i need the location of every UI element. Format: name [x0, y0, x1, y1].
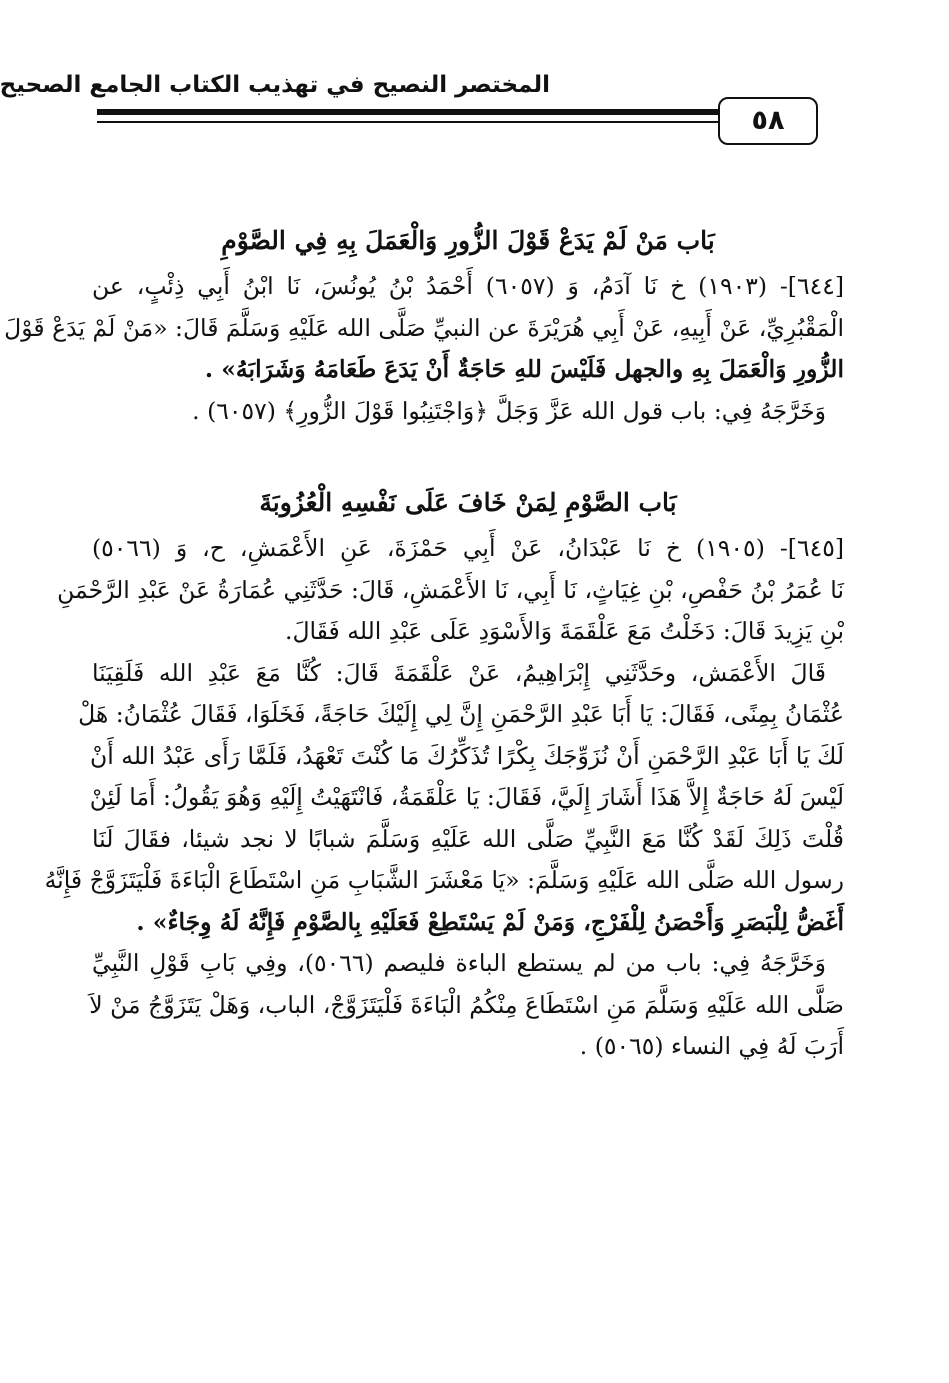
- text-line: وَخَرَّجَهُ فِي: باب من لم يستطع الباءة فليصم (٥٠٦٦)، وفِي بَابِ قَوْلِ النَّبِيِّ: [92, 949, 826, 977]
- running-title: المختصر النصيح في تهذيب الكتاب الجامع الصحيح: [0, 72, 550, 98]
- text-line: لَكَ يَا أَبَا عَبْدِ الرَّحْمَنِ أَنْ نُزَوِّجَكَ بِكْرًا تُذَكِّرُكَ مَا كُنْتَ تَعْهَدُ، فَلَمَّا رَأَى عَبْدُ الله أَنْ: [90, 741, 844, 770]
- text-line: قَالَ الأَعْمَش، وحَدَّثَنِي إِبْرَاهِيمُ، عَنْ عَلْقَمَةَ قَالَ: كُنَّا مَعَ عَبْدِ الله فَلَقِيَنَا: [92, 658, 826, 687]
- text-line: أَغَضُّ لِلْبَصَرِ وَأَحْصَنُ لِلْفَرْجِ، وَمَنْ لَمْ يَسْتَطِعْ فَعَلَيْهِ بِالصَّوْمِ فَإِنَّهُ لَهُ وِجَاءٌ» .: [136, 907, 844, 936]
- text-line: [٦٤٥]- (١٩٠٥) خ نَا عَبْدَانُ، عَنْ أَبِي حَمْزَةَ، عَنِ الأَعْمَشِ، ح، وَ (٥٠٦٦): [92, 534, 844, 562]
- page-number: ٥٨: [718, 97, 818, 145]
- text-line: أَرَبَ لَهُ فِي النساء (٥٠٦٥) .: [579, 1032, 844, 1060]
- page-body: [4, 220, 844, 1068]
- text-line: صَلَّى الله عَلَيْهِ وَسَلَّمَ مَنِ اسْتَطَاعَ مِنْكُمُ الْبَاءَةَ فَلْيَتَزَوَّجْ، الباب، وَهَلْ يَتَزَوَّجُ مَنْ لاَ: [89, 990, 844, 1019]
- text-line: نَا عُمَرُ بْنُ حَفْصِ، بْنِ غِيَاثٍ، نَا أَبِي، نَا الأَعْمَشِ، قَالَ: حَدَّثَنِي عُمَارَةُ عَنْ عَبْدِ الرَّحْمَنِ: [57, 575, 844, 604]
- header-rule-thin: [97, 121, 722, 123]
- text-line: الْمَقْبُرِيِّ، عَنْ أَبِيهِ، عَنْ أَبِي هُرَيْرَةَ عن النبيِّ صَلَّى الله عَلَيْهِ وَسَلَّمَ قَالَ: «مَنْ لَمْ يَدَعْ قَوْلَ: [4, 313, 844, 342]
- text-line: لَيْسَ لَهُ حَاجَةٌ إِلاَّ هَذَا أَشَارَ إِلَيَّ، فَقَالَ: يَا عَلْقَمَةُ، فَانْتَهَيْتُ إِلَيْهِ وَهُوَ يَقُولُ: أَمَا لَئِنْ: [89, 783, 844, 811]
- chapter-heading: بَاب الصَّوْمِ لِمَنْ خَافَ عَلَى نَفْسِهِ الْعُزُوبَةَ: [259, 488, 677, 517]
- header-rule-thick: [97, 109, 722, 115]
- text-line: وَخَرَّجَهُ فِي: باب قول الله عَزَّ وَجَلَّ ﴿وَاجْتَنِبُوا قَوْلَ الزُّورِ﴾ (٦٠٥٧) .: [192, 396, 826, 425]
- text-line: [٦٤٤]- (١٩٠٣) خ نَا آدَمُ، وَ (٦٠٥٧) أَحْمَدُ بْنُ يُونُسَ، نَا ابْنُ أَبِي ذِئْبٍ، عن: [92, 272, 844, 300]
- text-line: عُثْمَانُ بِمِنًى، فَقَالَ: يَا أَبَا عَبْدِ الرَّحْمَنِ إِنَّ لِي إِلَيْكَ حَاجَةً، فَخَلَوَا، فَقَالَ عُثْمَانُ: هَلْ: [78, 700, 844, 728]
- text-line: قُلْتَ ذَلِكَ لَقَدْ كُنَّا مَعَ النَّبِيِّ صَلَّى الله عَلَيْهِ وَسَلَّمَ شبابًا لا نجد شيئا، فقَالَ لَنَا: [92, 824, 844, 853]
- text-line: رسول الله صَلَّى الله عَلَيْهِ وَسَلَّمَ: «يَا مَعْشَرَ الشَّبَابِ مَنِ اسْتَطَاعَ الْبَاءَةَ فَلْيَتَزَوَّجْ فَإِنَّهُ: [44, 866, 844, 894]
- text-line: الزُّورِ وَالْعَمَلَ بِهِ والجهل فَلَيْسَ للهِ حَاجَةٌ أَنْ يَدَعَ طَعَامَهُ وَشَرَابَهُ» .: [204, 355, 844, 383]
- chapter-heading: بَاب مَنْ لَمْ يَدَعْ قَوْلَ الزُّورِ وَالْعَمَلَ بِهِ فِي الصَّوْمِ: [221, 226, 715, 255]
- text-line: بْنِ يَزِيدَ قَالَ: دَخَلْتُ مَعَ عَلْقَمَةَ وَالأَسْوَدِ عَلَى عَبْدِ الله فَقَالَ.: [284, 617, 844, 645]
